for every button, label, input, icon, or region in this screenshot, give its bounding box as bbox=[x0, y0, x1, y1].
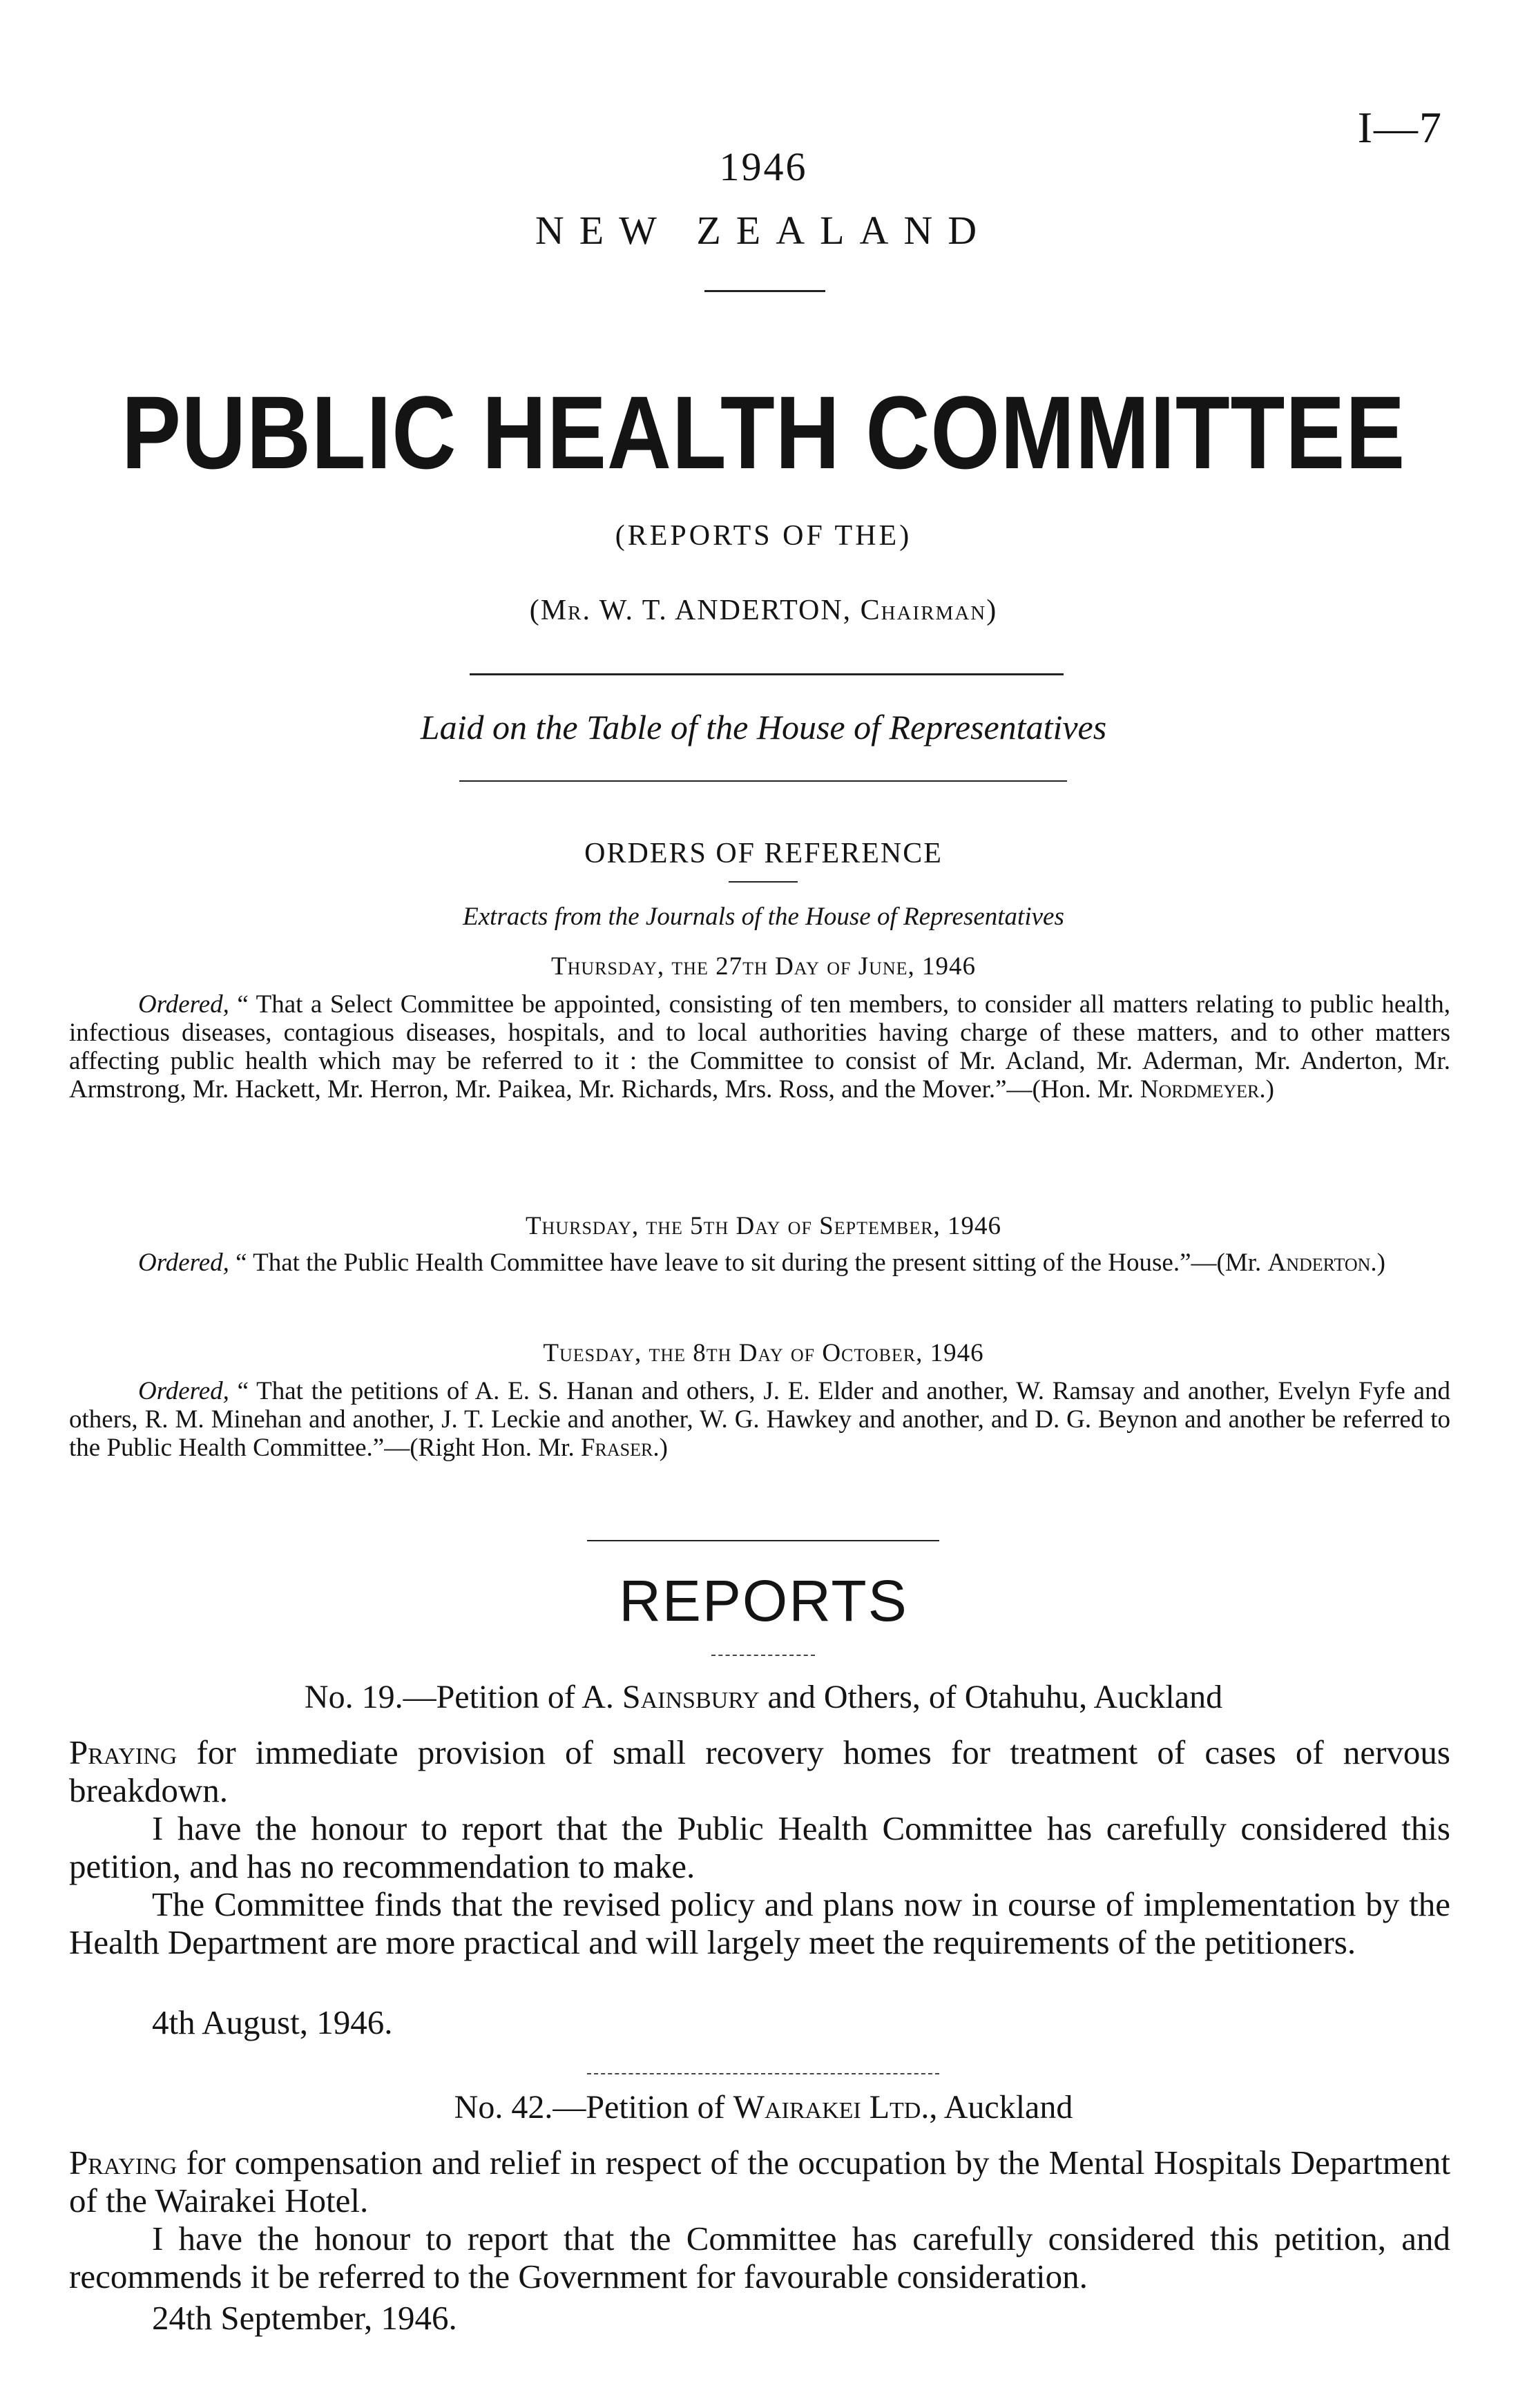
order-date: Tuesday, the 8th Day of October, 1946 bbox=[543, 1339, 984, 1367]
orders-of-reference-heading: ORDERS OF REFERENCE bbox=[584, 838, 943, 869]
short-rule bbox=[704, 290, 825, 292]
petitioner-name: Wairakei Ltd., bbox=[733, 2089, 938, 2126]
petition-heading-prefix: No. 42.—Petition of bbox=[454, 2089, 725, 2126]
divider-rule bbox=[470, 673, 1064, 675]
report-year: 1946 bbox=[719, 144, 808, 189]
petitioner-name: Sainsbury bbox=[622, 1679, 760, 1715]
ordered-label: Ordered, bbox=[138, 1249, 229, 1277]
order-body: “ That the petitions of A. E. S. Hanan and others, J. E. Elder and another, W. Ramsay and another, Evelyn Fyfe and others, R. M. Minehan and another, J. T. Leckie and another, W. G. Hawkey and another, and D. G. Beynon and another be referred to the Public Health Committee.”—(Right Hon. Mr. bbox=[69, 1377, 1450, 1462]
laid-on-table-line: Laid on the Table of the House of Representatives bbox=[420, 708, 1107, 747]
chairman-line bbox=[0, 594, 1527, 627]
report-paragraph: I have the honour to report that the Committee has carefully considered this petition, and recommends it be referred to the Government for favourable consideration. bbox=[69, 2219, 1450, 2295]
order-mover: Nordmeyer.) bbox=[1140, 1075, 1274, 1104]
chairman-role: Chairman bbox=[860, 595, 987, 626]
petition-heading bbox=[0, 1678, 1527, 1716]
report-paragraph: I have the honour to report that the Public Health Committee has carefully considered this petition, and has no recommendation to make. bbox=[69, 1809, 1450, 1885]
divider-rule bbox=[587, 1540, 939, 1541]
petition-heading-suffix: Auckland bbox=[943, 2089, 1073, 2126]
petition-heading-prefix: No. 19.—Petition of A. bbox=[304, 1679, 614, 1715]
chairman-open-paren: ( bbox=[529, 595, 541, 626]
report-date: 24th September, 1946. bbox=[152, 2299, 457, 2337]
short-rule bbox=[729, 881, 798, 883]
order-text bbox=[69, 990, 1450, 1104]
page-number: I—7 bbox=[1357, 103, 1443, 152]
report-date: 4th August, 1946. bbox=[152, 2003, 393, 2041]
document-title: PUBLIC HEALTH COMMITTEE bbox=[121, 374, 1406, 490]
petition-heading-suffix: and Others, of Otahuhu, Auckland bbox=[767, 1679, 1223, 1715]
petition-heading bbox=[0, 2088, 1527, 2126]
reports-heading: REPORTS bbox=[619, 1568, 908, 1633]
praying-paragraph bbox=[69, 2144, 1450, 2219]
country-heading: NEW ZEALAND bbox=[535, 208, 992, 253]
praying-word: Praying bbox=[69, 2144, 177, 2181]
ordered-label: Ordered, bbox=[138, 990, 229, 1019]
praying-text: for immediate provision of small recovery homes for treatment of cases of nervous breakdown. bbox=[69, 1733, 1451, 1809]
order-body: “ That a Select Committee be appointed, consisting of ten members, to consider all matters relating to public health, infectious diseases, contagious diseases, hospitals, and to local authorities having charge of these matters, and to other matters affecting public health which may be referred to it : the Committee to consist of Mr. Acland, Mr. Aderman, Mr. Anderton, Mr. Armstrong, Mr. Hackett, Mr. Herron, Mr. Paikea, Mr. Richards, Mrs. Ross, and the Mover.”—(Hon. Mr. bbox=[69, 990, 1450, 1104]
order-mover: Anderton.) bbox=[1267, 1249, 1386, 1277]
order-date: Thursday, the 27th Day of June, 1946 bbox=[550, 952, 977, 981]
divider-rule bbox=[459, 780, 1067, 782]
praying-paragraph bbox=[69, 1733, 1450, 1809]
document-subtitle: (REPORTS OF THE) bbox=[615, 520, 912, 552]
order-body: “ That the Public Health Committee have leave to sit during the present sitting of the House.”—(Mr. bbox=[236, 1249, 1262, 1277]
chairman-close-paren: ) bbox=[986, 595, 998, 626]
ordered-label: Ordered, bbox=[138, 1377, 229, 1405]
order-text bbox=[69, 1377, 1450, 1462]
praying-word: Praying bbox=[69, 1733, 177, 1771]
short-dashed-rule bbox=[711, 1655, 815, 1656]
order-mover: Fraser.) bbox=[580, 1434, 668, 1462]
chairman-name: ANDERTON, bbox=[674, 595, 852, 626]
order-date: Thursday, the 5th Day of September, 1946 bbox=[525, 1212, 1002, 1240]
report-paragraph: The Committee finds that the revised policy and plans now in course of implementation by the Health Department are more practical and will largely meet the requirements of the petitioners. bbox=[69, 1885, 1450, 1961]
dashed-divider-rule bbox=[587, 2073, 939, 2074]
chairman-prefix: Mr. W. T. bbox=[540, 595, 668, 626]
praying-text: for compensation and relief in respect of the occupation by the Mental Hospitals Department of the Wairakei Hotel. bbox=[69, 2144, 1450, 2219]
extracts-subheading: Extracts from the Journals of the House of Representatives bbox=[463, 903, 1064, 931]
order-text bbox=[69, 1249, 1450, 1277]
